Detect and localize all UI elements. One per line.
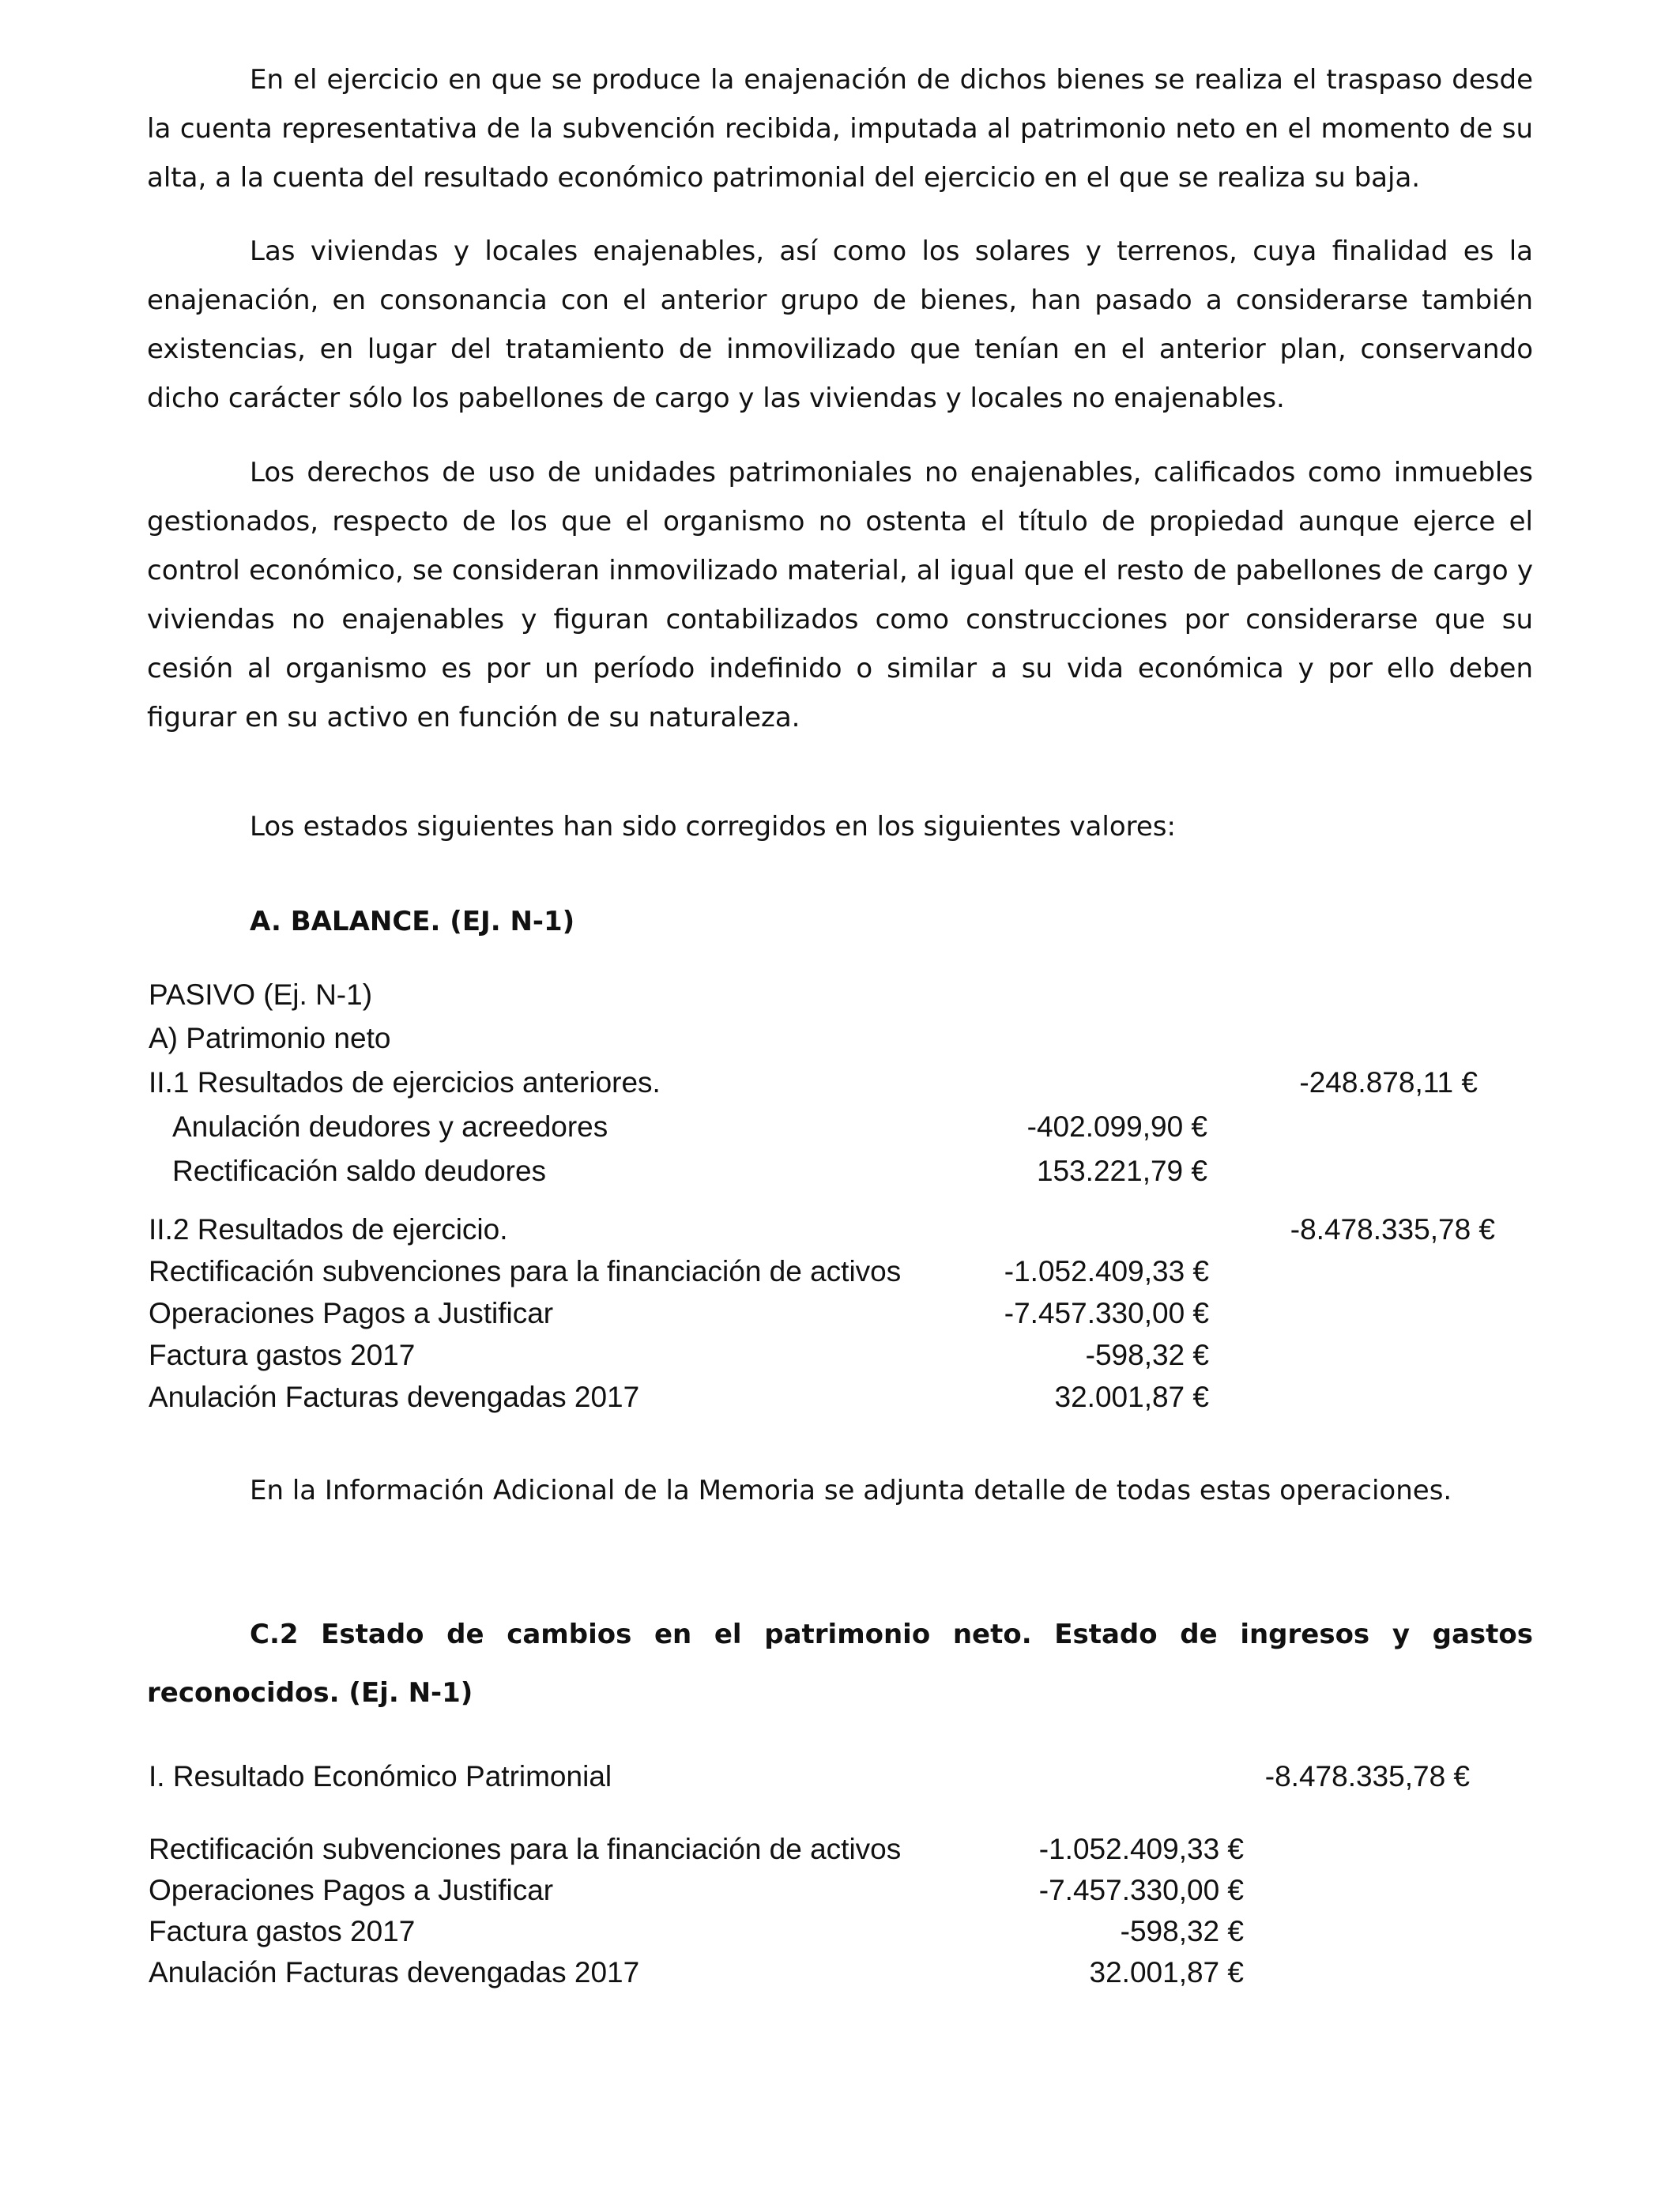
ii1-item-amount: 153.221,79 € [1036, 1155, 1207, 1187]
ii2-item-amount: -1.052.409,33 € [1004, 1255, 1209, 1287]
paragraph-derechos-uso: Los derechos de uso de unidades patrimoniales no enajenables, calificados como inmuebles gestionados, respecto de los que el organismo no ostenta el título de propiedad aunque ejerce el control económico, se consideran inmovilizado material, al igual que el resto de pabellones de cargo y viviendas no enajenables y figuran contabilizados como construcciones por considerarse que su cesión al organismo es por un período indefinido o similar a su vida económica y por ello deben figurar en su activo en función de su naturaleza. [147, 457, 1533, 733]
ii2-label: II.2 Resultados de ejercicio. [149, 1213, 508, 1246]
c2-item-label: Anulación Facturas devengadas 2017 [149, 1956, 640, 1989]
ii1-item-label: Anulación deudores y acreedores [172, 1110, 608, 1143]
c2-item-amount: 32.001,87 € [1089, 1956, 1244, 1989]
resultado-economico-label: I. Resultado Económico Patrimonial [149, 1760, 612, 1793]
memoria-note: En la Información Adicional de la Memoria se adjunta detalle de todas estas operaciones. [250, 1475, 1452, 1506]
paragraph-enajenacion: En el ejercicio en que se produce la enajenación de dichos bienes se realiza el traspaso desde la cuenta representativa de la subvención recibida, imputada al patrimonio neto en el momento de su alta, a la cuenta del resultado económico patrimonial del ejercicio en el que se realiza su baja. [147, 64, 1533, 194]
pasivo-label: PASIVO (Ej. N-1) [149, 978, 373, 1011]
c2-item-label: Rectificación subvenciones para la financiación de activos [149, 1833, 902, 1865]
heading-balance: A. BALANCE. (EJ. N-1) [250, 906, 575, 937]
c2-item-amount: -1.052.409,33 € [1038, 1833, 1244, 1865]
intro-corrected-states: Los estados siguientes han sido corregidos en los siguientes valores: [250, 811, 1176, 843]
ii2-item-label: Rectificación subvenciones para la financiación de activos [149, 1255, 902, 1287]
c2-item-label: Factura gastos 2017 [149, 1915, 416, 1947]
c2-item-label: Operaciones Pagos a Justificar [149, 1874, 554, 1906]
heading-c2: C.2 Estado de cambios en el patrimonio neto. Estado de ingresos y gastos reconocidos. (Ej. N-1) [147, 1619, 1533, 1709]
ii1-total: -248.878,11 € [1299, 1066, 1478, 1099]
patrimonio-neto-label: A) Patrimonio neto [149, 1022, 391, 1054]
ii2-item-amount: -7.457.330,00 € [1004, 1297, 1209, 1329]
ii2-item-amount: -598,32 € [1085, 1339, 1209, 1371]
resultado-economico-total: -8.478.335,78 € [1264, 1760, 1470, 1793]
ii2-total: -8.478.335,78 € [1290, 1213, 1495, 1246]
ii1-item-label: Rectificación saldo deudores [172, 1155, 547, 1187]
ii2-item-label: Factura gastos 2017 [149, 1339, 416, 1371]
ii2-item-amount: 32.001,87 € [1054, 1381, 1209, 1413]
c2-item-amount: -7.457.330,00 € [1038, 1874, 1244, 1906]
paragraph-viviendas: Las viviendas y locales enajenables, así como los solares y terrenos, cuya finalidad es la enajenación, en consonancia con el anterior grupo de bienes, han pasado a considerarse también existencias, en lugar del tratamiento de inmovilizado que tenían en el anterior plan, conservando dicho carácter sólo los pabellones de cargo y las viviendas y locales no enajenables. [147, 236, 1533, 414]
ii2-item-label: Operaciones Pagos a Justificar [149, 1297, 554, 1329]
ii1-item-amount: -402.099,90 € [1026, 1110, 1207, 1143]
ii2-item-label: Anulación Facturas devengadas 2017 [149, 1381, 640, 1413]
c2-item-amount: -598,32 € [1120, 1915, 1244, 1947]
ii1-label: II.1 Resultados de ejercicios anteriores. [149, 1066, 661, 1099]
